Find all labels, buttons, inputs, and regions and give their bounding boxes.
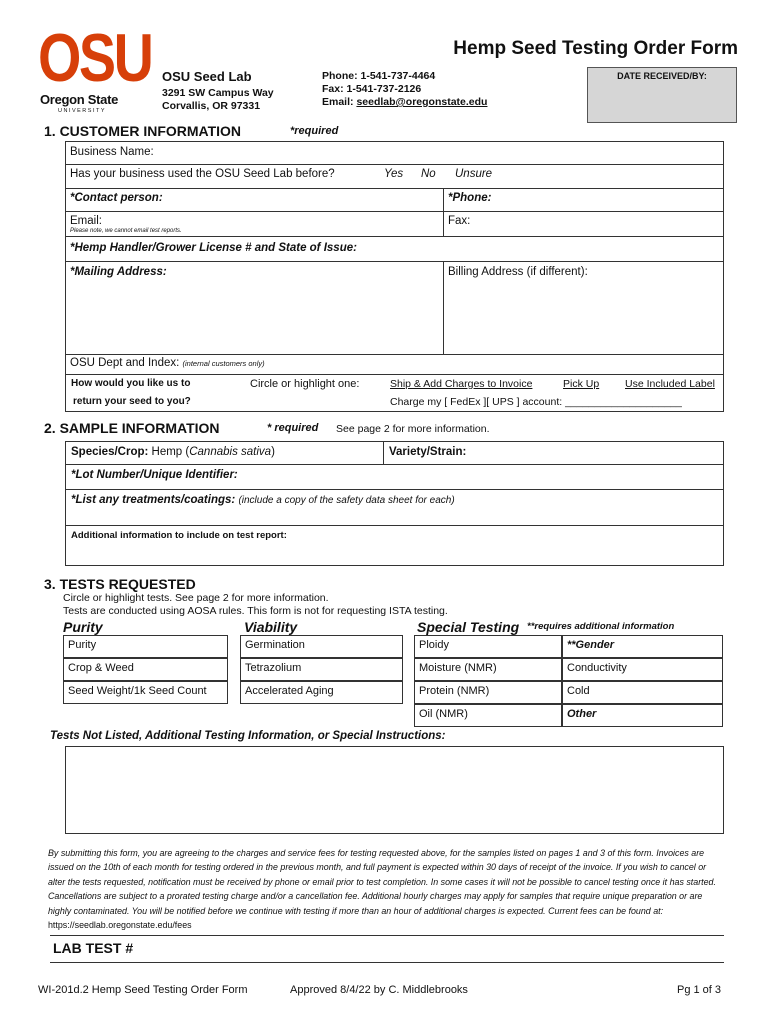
test-protein[interactable]: Protein (NMR) — [414, 681, 562, 704]
lab-test-label: LAB TEST # — [53, 940, 134, 956]
billing-address-label[interactable]: Billing Address (if different): — [448, 266, 588, 278]
used-before-yes[interactable]: Yes — [384, 168, 404, 180]
lab-address — [162, 87, 274, 113]
lab-address-line2: Corvallis, OR 97331 — [162, 100, 261, 112]
lab-fax: Fax: 1-541-737-2126 — [322, 83, 422, 95]
test-oil[interactable]: Oil (NMR) — [414, 704, 562, 727]
species-close: ) — [271, 446, 275, 458]
used-before-no[interactable]: No — [421, 168, 436, 180]
option-pick-up[interactable]: Pick Up — [563, 378, 600, 390]
test-tetrazolium[interactable]: Tetrazolium — [240, 658, 403, 681]
lot-label[interactable]: *Lot Number/Unique Identifier: — [71, 469, 238, 481]
disclaimer-text: By submitting this form, you are agreeing to the charges and service fees for testing requested above, for the samples listed on pages 1 and 3 of this form. Invoices are issued on the 10th of each month for testing ordered in the previous month, and full payment is expected within 30 days of receipt of the invoice. If you wish to cancel or alter the tests requested, notification must be received by phone or email prior to test completion. In some cases it will not be possible to cancel testing once it has started. Cancellations are subject to a prorated testing charge and/or a cancellation fee. Additional hourly charges may apply for samples that require unique preparation or are highly contaminated. You will be notified before we continue with testing if more than an hour of additional charges is expected. Current fees can be found at: — [48, 848, 716, 916]
logo-school: Oregon State — [40, 92, 119, 107]
osu-dept-text: OSU Dept and Index: — [70, 357, 180, 369]
test-ploidy[interactable]: Ploidy — [414, 635, 562, 658]
mailing-address-label[interactable]: *Mailing Address: — [70, 266, 167, 278]
test-purity[interactable]: Purity — [63, 635, 228, 658]
osu-dept-label[interactable] — [70, 357, 265, 369]
disclaimer — [48, 846, 722, 932]
test-crop-weed[interactable]: Crop & Weed — [63, 658, 228, 681]
footer-form-id: WI-201d.2 Hemp Seed Testing Order Form — [38, 984, 248, 996]
variety-label[interactable]: Variety/Strain: — [389, 446, 467, 458]
test-seed-weight[interactable]: Seed Weight/1k Seed Count — [63, 681, 228, 704]
section2-required: * required — [267, 422, 319, 434]
lab-email-link[interactable]: seedlab@oregonstate.edu — [356, 96, 488, 108]
lab-address-line1: 3291 SW Campus Way — [162, 87, 274, 99]
special-instructions-box[interactable] — [65, 746, 724, 834]
date-received-box: DATE RECEIVED/BY: — [587, 67, 737, 123]
species-value: Hemp ( — [151, 446, 190, 458]
section2-heading: 2. SAMPLE INFORMATION — [44, 420, 220, 436]
test-accelerated-aging[interactable]: Accelerated Aging — [240, 681, 403, 704]
lab-phone: Phone: 1-541-737-4464 — [322, 70, 436, 82]
species-label-text: Species/Crop: — [71, 446, 149, 458]
test-cold[interactable]: Cold — [562, 681, 723, 704]
footer-approved: Approved 8/4/22 by C. Middlebrooks — [290, 984, 468, 996]
business-name-label: Business Name: — [70, 146, 154, 158]
fees-link[interactable]: https://seedlab.oregonstate.edu/fees — [48, 920, 192, 931]
license-label[interactable]: *Hemp Handler/Grower License # and State of Issue: — [70, 242, 357, 254]
section1-heading: 1. CUSTOMER INFORMATION — [44, 123, 242, 139]
divider — [443, 262, 444, 355]
test-moisture[interactable]: Moisture (NMR) — [414, 658, 562, 681]
additional-info-label[interactable]: Additional information to include on test report: — [71, 530, 287, 541]
not-listed-label: Tests Not Listed, Additional Testing Information, or Special Instructions: — [50, 730, 446, 742]
lab-test-rule-bottom — [50, 962, 724, 963]
species-label — [71, 446, 275, 458]
section1-required: *required — [290, 125, 339, 137]
treatments-note: (include a copy of the safety data sheet for each) — [238, 495, 455, 506]
test-other[interactable]: Other — [562, 704, 723, 727]
used-before-label: Has your business used the OSU Seed Lab before? — [70, 168, 335, 180]
return-question-line2: return your seed to you? — [73, 396, 191, 407]
special-heading: Special Testing — [417, 619, 520, 635]
option-included-label[interactable]: Use Included Label — [625, 378, 715, 390]
special-note: **requires additional information — [527, 621, 675, 632]
email-note: Please note, we cannot email test reports. — [70, 228, 182, 234]
section3-heading: 3. TESTS REQUESTED — [44, 576, 196, 592]
treatments-text: *List any treatments/coatings: — [71, 494, 236, 506]
section2-see-page: See page 2 for more information. — [336, 423, 490, 435]
internal-note: (internal customers only) — [182, 359, 265, 368]
test-gender[interactable]: **Gender — [562, 635, 723, 658]
phone-label[interactable]: *Phone: — [448, 192, 492, 204]
footer-page: Pg 1 of 3 — [677, 984, 722, 996]
used-before-unsure[interactable]: Unsure — [455, 168, 493, 180]
charge-account[interactable]: Charge my [ FedEx ][ UPS ] account: ____________________ — [390, 396, 682, 408]
purity-heading: Purity — [63, 619, 103, 635]
lab-name: OSU Seed Lab — [162, 69, 252, 84]
option-ship-invoice[interactable]: Ship & Add Charges to Invoice — [390, 378, 533, 390]
email-label: Email: — [322, 96, 357, 108]
lab-email-line — [322, 96, 487, 109]
contact-row — [65, 189, 724, 212]
section3-instructions-1: Circle or highlight tests. See page 2 for more information. — [63, 592, 329, 604]
contact-person-label[interactable]: *Contact person: — [70, 192, 163, 204]
test-conductivity[interactable]: Conductivity — [562, 658, 723, 681]
fax-label[interactable]: Fax: — [448, 215, 471, 227]
lab-contact — [322, 70, 487, 109]
test-germination[interactable]: Germination — [240, 635, 403, 658]
lab-test-rule — [50, 935, 724, 936]
circle-one-label: Circle or highlight one: — [250, 378, 360, 390]
section3-instructions-2: Tests are conducted using AOSA rules. This form is not for requesting ISTA testing. — [63, 605, 448, 617]
species-scientific: Cannabis sativa — [189, 446, 272, 458]
page-title: Hemp Seed Testing Order Form — [453, 38, 738, 59]
logo-university: UNIVERSITY — [58, 108, 107, 114]
viability-heading: Viability — [244, 619, 298, 635]
divider — [383, 441, 384, 465]
treatments-label[interactable] — [71, 494, 455, 506]
osu-logo: OSU — [38, 20, 152, 96]
business-name-row[interactable] — [65, 141, 724, 165]
email-label[interactable]: Email: — [70, 215, 102, 227]
return-question-line1: How would you like us to — [71, 378, 191, 389]
